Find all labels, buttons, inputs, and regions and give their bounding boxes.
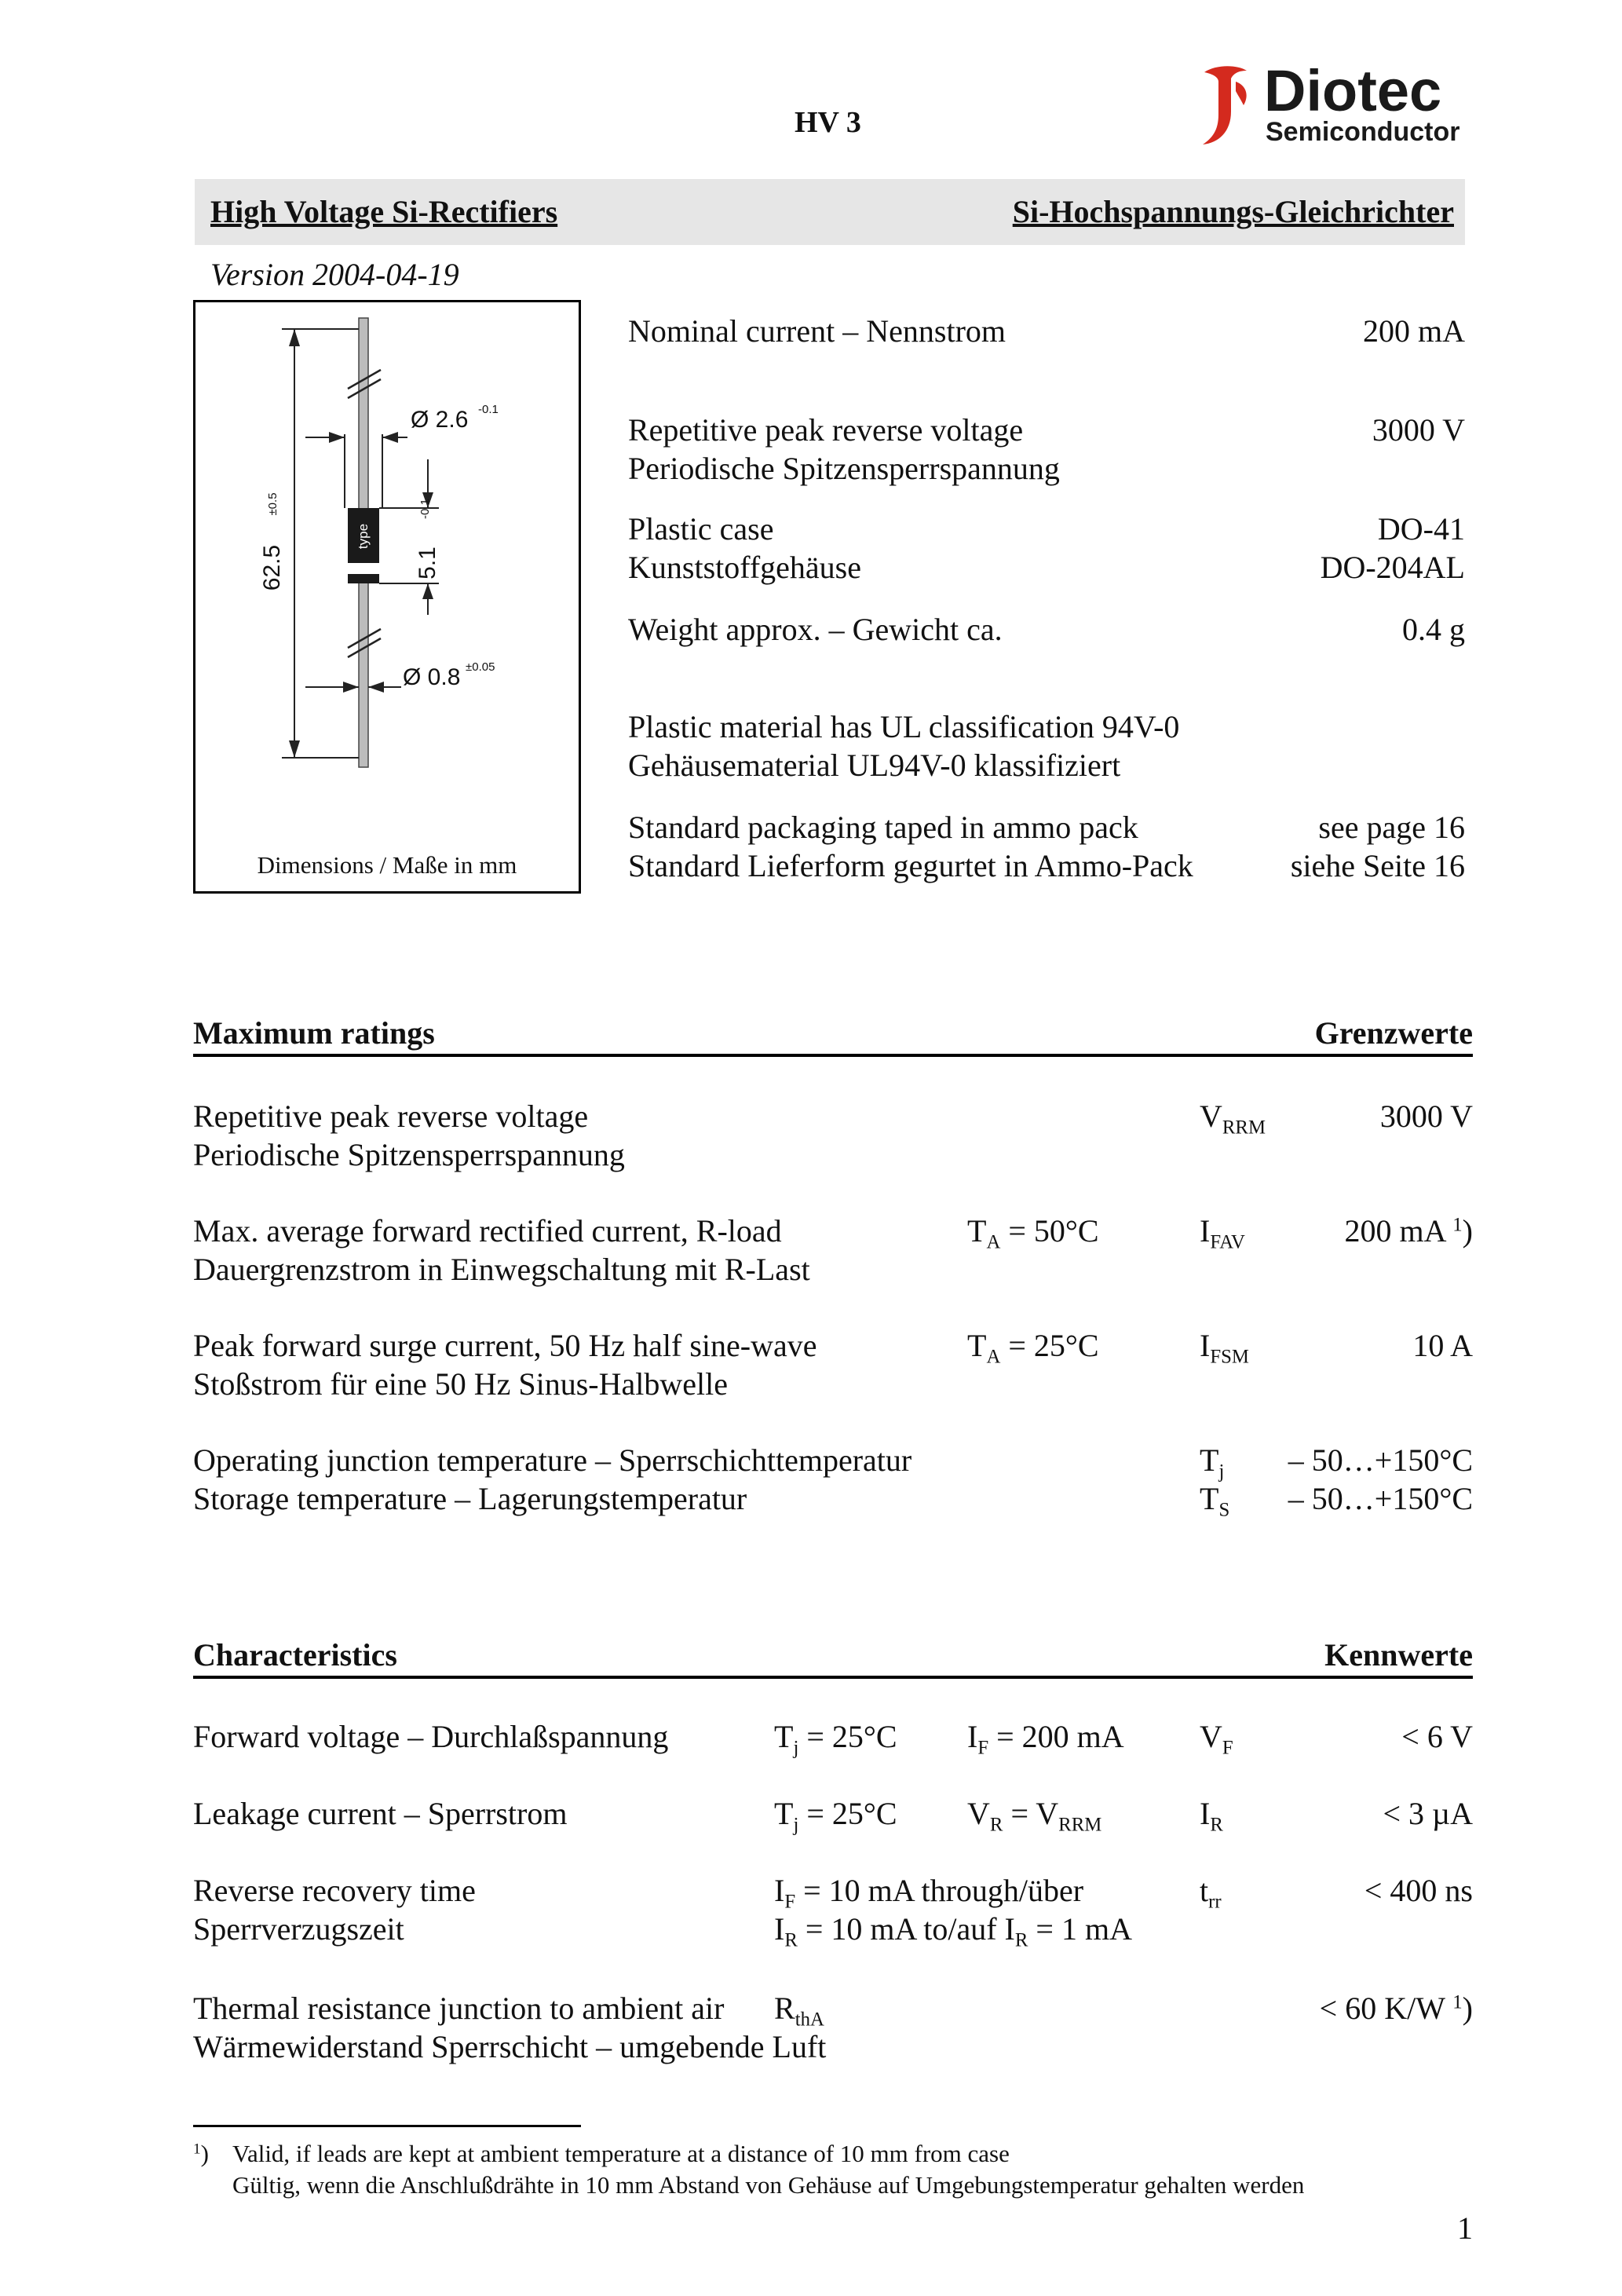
temp-label: Operating junction temperature – Sperrschichttemperatur: [193, 1442, 912, 1478]
footnote-text-de: Gültig, wenn die Anschlußdrähte in 10 mm Abstand von Gehäuse auf Umgebungstemperatur gehalten werden: [232, 2171, 1305, 2199]
rating-value: 200 mA $^1$): [1344, 1213, 1473, 1249]
diotec-logo-icon: [1200, 63, 1255, 149]
temp-symbol: $T_j$: [1200, 1442, 1225, 1483]
char-value: < 3 µA: [1383, 1796, 1473, 1831]
dim-diameter-lead: Ø 0.8: [403, 664, 461, 690]
rating-symbol: $I_{FSM}$: [1200, 1328, 1249, 1368]
char-symbol: $R_{thA}$: [774, 1991, 824, 2031]
char-symbol: $t_{rr}$: [1200, 1873, 1222, 1913]
dim-diameter-body: Ø 2.6: [411, 407, 469, 433]
characteristics-title-de: Kennwerte: [1324, 1637, 1473, 1673]
spec-value: 0.4 g: [1402, 612, 1465, 647]
max-ratings-title-de: Grenzwerte: [1314, 1015, 1473, 1051]
char-condition-1: $I_F = 10$ mA through/über: [774, 1873, 1084, 1913]
diotec-logo: [1200, 58, 1482, 148]
rating-condition: $T_A = 25^\circ C$: [967, 1328, 1099, 1368]
spec-label: Plastic material has UL classification 94V-0: [628, 709, 1180, 744]
spec-value: see page 16: [1318, 810, 1465, 845]
rating-label: Max. average forward rectified current, R-load: [193, 1213, 782, 1249]
page-number: 1: [1457, 2210, 1473, 2246]
spec-label-de: Standard Lieferform gegurtet in Ammo-Pack: [628, 848, 1193, 883]
char-symbol: $I_R$: [1200, 1796, 1223, 1836]
dim-diameter-body-tol: -0.1: [478, 403, 499, 416]
footnote-ref: 1: [1452, 1991, 1463, 2013]
diode-outline-drawing: [195, 302, 579, 891]
char-label-de: Sperrverzugszeit: [193, 1911, 404, 1947]
char-label: Thermal resistance junction to ambient air: [193, 1991, 725, 2026]
rating-value: 10 A: [1412, 1328, 1473, 1363]
dimension-caption: Dimensions / Maße in mm: [257, 851, 517, 879]
rating-label-de: Stoßstrom für eine 50 Hz Sinus-Halbwelle: [193, 1366, 728, 1402]
section-rule: [193, 1054, 1473, 1057]
spec-label: Plastic case: [628, 511, 774, 547]
rating-label: Repetitive peak reverse voltage: [193, 1099, 589, 1134]
char-label: Reverse recovery time: [193, 1873, 476, 1908]
version: Version 2004-04-19: [210, 257, 459, 292]
spec-label: Repetitive peak reverse voltage: [628, 412, 1024, 448]
dim-body-length: 5.1: [415, 547, 440, 579]
rating-symbol: $I_{FAV}$: [1200, 1213, 1245, 1253]
footnote-mark: $^1$): [193, 2140, 209, 2167]
temp-symbol: $T_S$: [1200, 1481, 1230, 1521]
spec-label: Weight approx. – Gewicht ca.: [628, 612, 1003, 647]
char-label: Forward voltage – Durchlaßspannung: [193, 1719, 669, 1754]
rating-value: 3000 V: [1379, 1099, 1473, 1134]
temp-label: Storage temperature – Lagerungstemperatur: [193, 1481, 747, 1516]
char-symbol: $V_F$: [1200, 1719, 1233, 1759]
dim-total-length: 62.5: [259, 544, 285, 591]
footnote-text: Valid, if leads are kept at ambient temperature at a distance of 10 mm from case: [232, 2140, 1010, 2167]
char-label: Leakage current – Sperrstrom: [193, 1796, 568, 1831]
char-condition-2: $I_F = 200$ mA: [967, 1719, 1124, 1759]
char-condition-2: $I_R = 10$ mA to/auf $I_R = 1$ mA: [774, 1911, 1132, 1951]
footnote-ref: 1: [1452, 1214, 1463, 1236]
rating-condition: $T_A = 50^\circ C$: [967, 1213, 1099, 1253]
logo-sub: Semiconductor: [1266, 117, 1460, 147]
type-marking: type: [356, 523, 371, 550]
spec-label-de: Periodische Spitzensperrspannung: [628, 451, 1060, 486]
rating-symbol: $V_{RRM}$: [1200, 1099, 1266, 1139]
dim-total-length-tol: ±0.5: [266, 492, 279, 516]
dim-diameter-lead-tol: ±0.05: [466, 660, 495, 674]
spec-value-2: siehe Seite 16: [1290, 848, 1465, 883]
char-condition-2: $V_R = V_{RRM}$: [967, 1796, 1102, 1836]
rating-label-de: Periodische Spitzensperrspannung: [193, 1137, 625, 1172]
title-de: Si-Hochspannungs-Gleichrichter: [1012, 194, 1454, 229]
logo-name: Diotec: [1264, 58, 1442, 123]
char-condition-1: $T_j = 25^\circ C$: [774, 1796, 897, 1836]
char-value: < 400 ns: [1364, 1873, 1473, 1908]
spec-label-de: Gehäusematerial UL94V-0 klassifiziert: [628, 748, 1121, 783]
characteristics-title: Characteristics: [193, 1637, 397, 1673]
spec-value: 200 mA: [1363, 313, 1465, 349]
max-ratings-title: Maximum ratings: [193, 1015, 435, 1051]
rating-label: Peak forward surge current, 50 Hz half sine-wave: [193, 1328, 817, 1363]
spec-label-de: Kunststoffgehäuse: [628, 550, 861, 585]
spec-value-2: DO-204AL: [1320, 550, 1465, 585]
temp-value: – 50…+150°C: [1288, 1442, 1473, 1478]
part-number: HV 3: [795, 106, 861, 139]
char-label-de: Wärmewiderstand Sperrschicht – umgebende Luft: [193, 2029, 827, 2064]
spec-label: Standard packaging taped in ammo pack: [628, 810, 1138, 845]
dim-body-length-tol: -0.1: [418, 499, 432, 519]
char-value: < 6 V: [1401, 1719, 1473, 1754]
char-condition-1: $T_j = 25^\circ C$: [774, 1719, 897, 1759]
section-rule: [193, 1676, 1473, 1679]
spec-value: 3000 V: [1372, 412, 1465, 448]
rating-label-de: Dauergrenzstrom in Einwegschaltung mit R-Last: [193, 1252, 810, 1287]
temp-value: – 50…+150°C: [1288, 1481, 1473, 1516]
spec-label: Nominal current – Nennstrom: [628, 313, 1006, 349]
title-en: High Voltage Si-Rectifiers: [210, 194, 558, 229]
footnote-rule: [193, 2125, 581, 2127]
dimension-drawing: [193, 300, 581, 894]
spec-value: DO-41: [1377, 511, 1465, 547]
char-value: < 60 K/W $^1$): [1319, 1991, 1473, 2026]
